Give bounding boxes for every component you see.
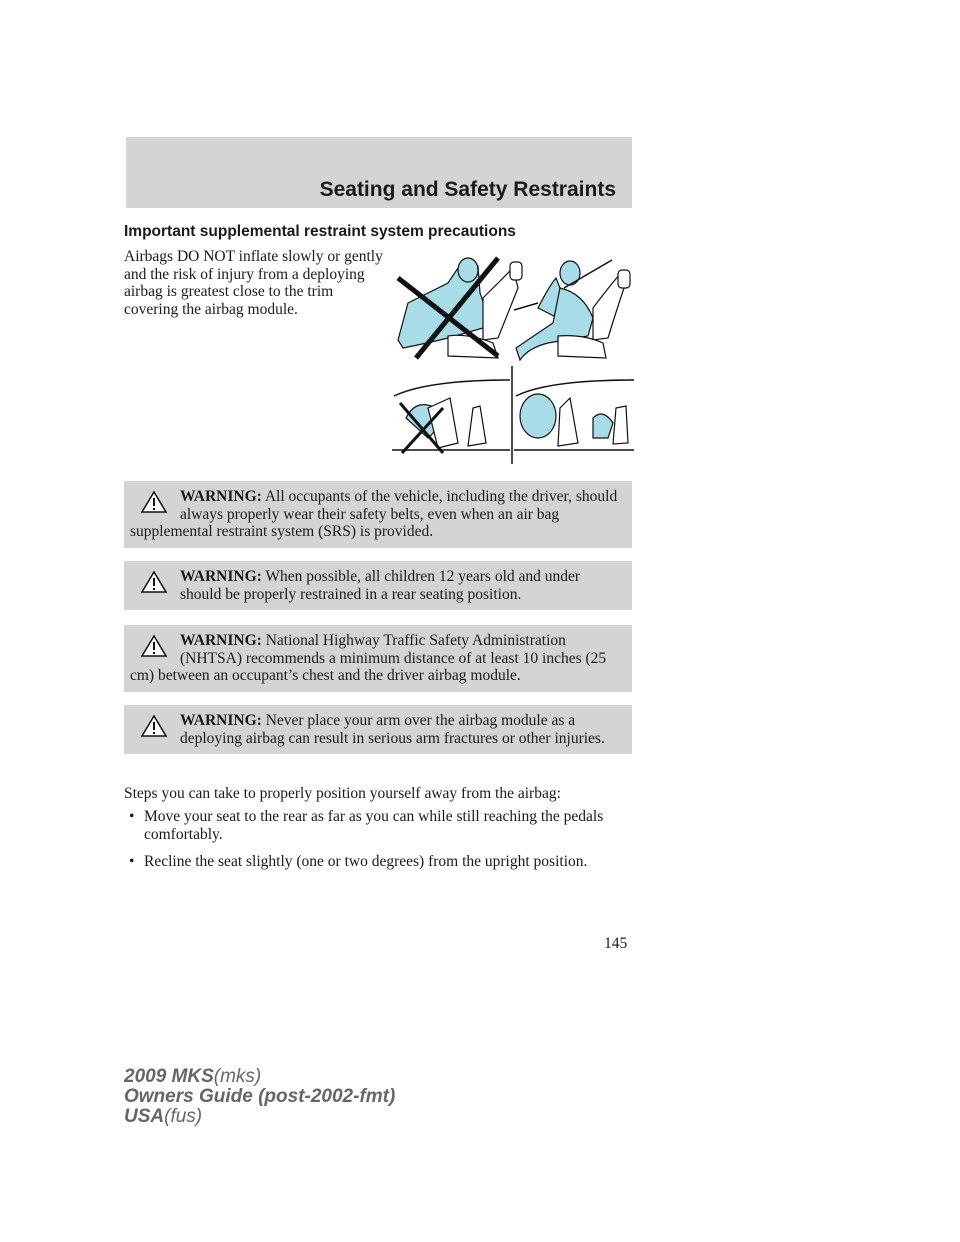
warning-box [124, 561, 632, 610]
warning-label: WARNING: [180, 568, 262, 585]
list-item-text: Recline the seat slightly (one or two degrees) from the upright position. [144, 853, 588, 870]
section-heading: Important supplemental restraint system precautions [124, 223, 516, 240]
airbag-seating-illustration [388, 248, 636, 470]
rear-seat-child-figure [514, 380, 634, 450]
warning-text: National Highway Traffic Safety Administration (NHTSA) recommends a minimum distance of at least 10 inches (25 cm) between an occupant’s chest and the driver airbag module. [130, 632, 607, 684]
page-title: Seating and Safety Restraints [319, 178, 616, 201]
warning-box [124, 705, 632, 754]
intro-paragraph: Airbags DO NOT inflate slowly or gently and the risk of injury from a deploying airbag is greatest close to the trim covering the airbag module. [124, 248, 383, 318]
warning-text: When possible, all children 12 years old and under should be properly restrained in a rear seating position. [180, 568, 581, 603]
footer-model: 2009 MKS [124, 1066, 214, 1087]
footer-market: USA [124, 1106, 165, 1127]
occupant-too-close-figure [398, 258, 522, 358]
list-item [124, 808, 632, 843]
warning-label: WARNING: [180, 632, 262, 649]
footer-market-code: (fus) [164, 1106, 203, 1127]
list-item [124, 853, 632, 871]
warning-box [124, 481, 632, 548]
occupant-proper-figure [514, 260, 630, 360]
warning-triangle-icon [140, 570, 168, 594]
footer-model-code: (mks) [213, 1066, 262, 1087]
warning-text: Never place your arm over the airbag module as a deploying airbag can result in serious arm fractures or other injuries. [180, 712, 605, 747]
footer-guide: Owners Guide (post-2002-fmt) [124, 1086, 396, 1107]
warning-triangle-icon [140, 714, 168, 738]
footer [124, 1067, 395, 1127]
steps-intro: Steps you can take to properly position yourself away from the airbag: [124, 785, 561, 802]
warning-text: All occupants of the vehicle, including the driver, should always properly wear their safety belts, even when an air bag supplemental restraint system (SRS) is provided. [130, 488, 618, 540]
list-item-text: Move your seat to the rear as far as you can while still reaching the pedals comfortably. [144, 808, 604, 843]
bullet: • [129, 853, 135, 870]
steps-list [124, 808, 632, 881]
warning-box [124, 625, 632, 692]
warning-label: WARNING: [180, 488, 262, 505]
rear-facing-seat-figure [392, 380, 510, 453]
header-band [126, 137, 632, 208]
warning-triangle-icon [140, 634, 168, 658]
page-number: 145 [604, 935, 628, 952]
warning-triangle-icon [140, 490, 168, 514]
warning-label: WARNING: [180, 712, 262, 729]
bullet: • [129, 808, 135, 825]
